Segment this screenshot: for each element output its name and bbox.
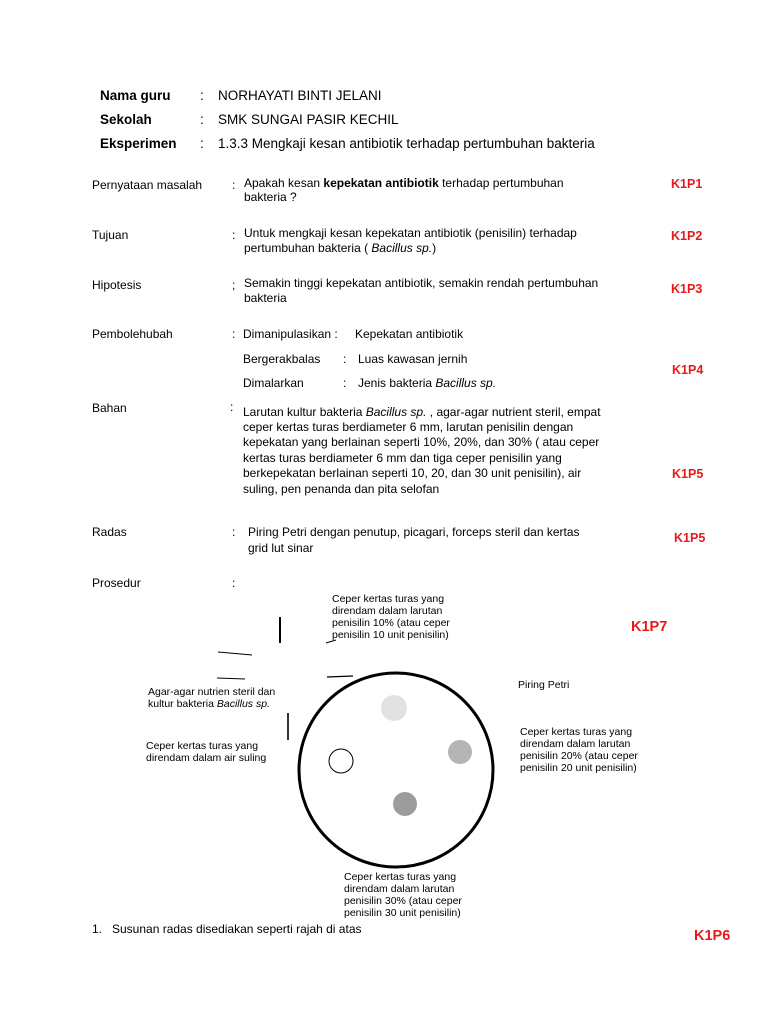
step-number: 1. — [92, 922, 103, 936]
header-label-nama-guru: Nama guru — [100, 88, 171, 103]
bahan-line6: suling, pen penanda dan pita selofan — [243, 482, 440, 496]
header-value-eksperimen: 1.3.3 Mengkaji kesan antibiotik terhadap pertumbuhan bakteria — [218, 136, 595, 151]
section-label-radas: Radas — [92, 525, 127, 539]
radas-line1: Piring Petri dengan penutup, picagari, forceps steril dan kertas — [248, 525, 580, 539]
code-k1p5-bahan: K1P5 — [672, 467, 704, 481]
section-label-hipotesis: Hipotesis — [92, 278, 142, 292]
section-sep: : — [232, 228, 236, 242]
radas-line2: grid lut sinar — [248, 541, 314, 555]
label-disc-30: Ceper kertas turas yang direndam dalam larutan penisilin 30% (atau ceper penisilin 30 unit penisilin) — [344, 871, 462, 919]
hipotesis-line2: bakteria — [244, 291, 287, 305]
section-sep: : — [232, 327, 236, 341]
section-label-prosedur: Prosedur — [92, 576, 141, 590]
hipotesis-line1: Semakin tinggi kepekatan antibiotik, semakin rendah pertumbuhan — [244, 276, 599, 290]
header-sep: : — [200, 88, 204, 103]
code-k1p2: K1P2 — [671, 229, 703, 243]
header-value-nama-guru: NORHAYATI BINTI JELANI — [218, 88, 382, 103]
section-label-pernyataan: Pernyataan masalah — [92, 178, 203, 192]
pernyataan-line2: bakteria ? — [244, 190, 297, 204]
header-label-eksperimen: Eksperimen — [100, 136, 177, 151]
leader-line — [218, 652, 252, 655]
label-disc-20: Ceper kertas turas yang direndam dalam larutan penisilin 20% (atau ceper penisilin 20 unit penisilin) — [520, 726, 638, 774]
section-sep: : — [232, 576, 236, 590]
section-label-pembolehubah: Pembolehubah — [92, 327, 173, 341]
leader-line — [217, 678, 245, 679]
label-disc-water: Ceper kertas turas yang direndam dalam air suling — [146, 740, 267, 764]
section-label-tujuan: Tujuan — [92, 228, 129, 242]
disc-penicillin-30 — [393, 792, 417, 816]
code-k1p1: K1P1 — [671, 177, 703, 191]
var-manipulated-value: Kepekatan antibiotik — [355, 327, 464, 341]
label-agar: Agar-agar nutrien steril dan kultur bakteria Bacillus sp. — [148, 686, 276, 710]
code-k1p4: K1P4 — [672, 363, 704, 377]
header-value-sekolah: SMK SUNGAI PASIR KECHIL — [218, 112, 399, 127]
bahan-line1: Larutan kultur bakteria Bacillus sp. , agar-agar nutrient steril, empat — [243, 405, 601, 419]
disc-penicillin-20 — [448, 740, 472, 764]
header-sep: : — [200, 112, 204, 127]
disc-distilled-water — [329, 749, 353, 773]
code-k1p3: K1P3 — [671, 282, 703, 296]
var-constant-sep: : — [343, 376, 347, 390]
bahan-line5: berkepekatan berlainan seperti 10, 20, dan 30 unit penisilin), air — [243, 466, 582, 480]
section-sep: ; — [232, 278, 236, 292]
header-label-sekolah: Sekolah — [100, 112, 152, 127]
label-petri-dish: Piring Petri — [518, 679, 570, 691]
var-responding-sep: : — [343, 352, 347, 366]
tujuan-line1: Untuk mengkaji kesan kepekatan antibiotik (penisilin) terhadap — [244, 226, 577, 240]
code-k1p6: K1P6 — [694, 928, 731, 944]
pernyataan-line1: Apakah kesan kepekatan antibiotik terhadap pertumbuhan — [244, 176, 564, 190]
section-sep: : — [230, 400, 234, 414]
section-sep: : — [232, 525, 236, 539]
bahan-line4: kertas turas berdiameter 6 mm dan tiga ceper penisilin yang — [243, 451, 562, 465]
code-k1p7: K1P7 — [631, 619, 668, 635]
leader-line — [327, 676, 353, 677]
var-constant-name: Dimalarkan — [243, 376, 304, 390]
step-text: Susunan radas disediakan seperti rajah di atas — [112, 922, 362, 936]
label-disc-10: Ceper kertas turas yang direndam dalam larutan penisilin 10% (atau ceper penisilin 10 unit penisilin) — [332, 593, 450, 641]
section-label-bahan: Bahan — [92, 401, 127, 415]
disc-penicillin-10 — [381, 695, 407, 721]
var-manipulated-name: Dimanipulasikan : — [243, 327, 338, 341]
var-responding-value: Luas kawasan jernih — [358, 352, 468, 366]
var-responding-name: Bergerakbalas — [243, 352, 321, 366]
section-sep: : — [232, 178, 236, 192]
var-constant-value: Jenis bakteria Bacillus sp. — [358, 376, 497, 390]
bahan-line2: ceper kertas turas berdiameter 6 mm, larutan penisilin dengan — [243, 420, 574, 434]
bahan-line3: kepekatan yang berlainan seperti 10%, 20%, dan 30% ( atau ceper — [243, 435, 600, 449]
code-k1p5-radas: K1P5 — [674, 531, 706, 545]
header-sep: : — [200, 136, 204, 151]
tujuan-line2: pertumbuhan bakteria ( Bacillus sp.) — [244, 241, 437, 255]
